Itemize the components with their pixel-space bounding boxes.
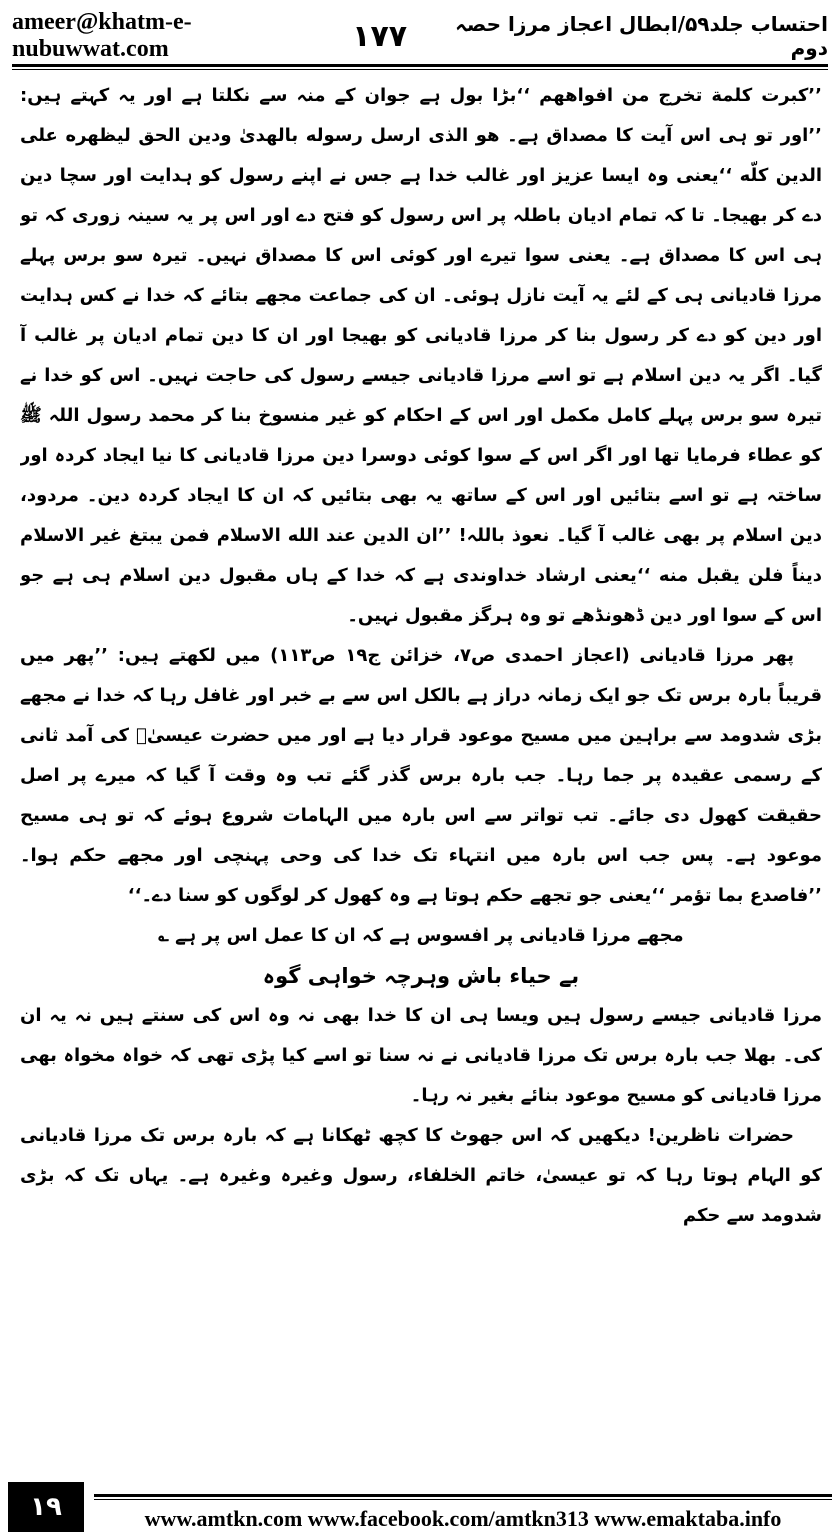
poetry-verse: بے حیاء باش وہرچہ خواہی گوہ (262, 964, 580, 988)
header-rule (12, 64, 828, 67)
page-footer (8, 1482, 832, 1532)
header-left (12, 9, 415, 63)
footer-rule (94, 1494, 832, 1497)
footer-right (84, 1482, 832, 1532)
page-number: ۱۷۷ (352, 18, 408, 54)
folio-number: ۱۹ (8, 1482, 84, 1532)
running-title: احتساب جلد۵۹/ابطال اعجاز مرزا حصہ دوم (455, 12, 828, 60)
header-rule-thin (12, 69, 828, 70)
page-body (20, 76, 822, 1468)
page-header (12, 10, 828, 62)
paragraph-2: پھر مرزا قادیانی (اعجاز احمدی ص۷، خزائن ج۱۹ ص۱۱۳) میں لکھتے ہیں: ’’پھر میں قریباً بارہ برس تک جو ایک زمانہ دراز ہے بالکل اس سے بے خبر اور غافل رہا کہ خدا نے مجھے بڑی شدومد سے براہین میں مسیح موعود قرار دیا ہے اور میں حضرت عیسیٰؑ کی آمد ثانی کے رسمی عقیدہ پر جما رہا۔ جب بارہ برس گذر گئے تب وہ وقت آ گیا کہ میرے پر اصل حقیقت کھول دی جائے۔ تب تواتر سے اس بارہ میں الہامات شروع ہوئے کہ تو ہی مسیح موعود ہے۔ پس جب اس بارہ میں انتہاء تک خدا کی وحی پہنچی اور مجھے حکم ہوا۔ ’’فاصدع بما تؤمر ‘‘یعنی جو تجھے حکم ہوتا ہے وہ کھول کر لوگوں کو سنا دے۔‘‘ (20, 645, 822, 906)
paragraph-4: مرزا قادیانی جیسے رسول ہیں ویسا ہی ان کا خدا بھی نہ وہ اس کی سنتے ہیں نہ یہ ان کی۔ بھلا جب بارہ برس تک مرزا قادیانی نے نہ سنا تو اسے کیا پڑی تھی کہ خواہ مخواہ بھی مرزا قادیانی کو مسیح موعود بنائے بغیر نہ رہا۔ (20, 1005, 822, 1106)
footer-rule-thin (94, 1499, 832, 1500)
paragraph-1: ’’كبرت كلمة تخرج من افواههم ‘‘بڑا بول ہے جوان کے منہ سے نکلتا ہے اور یہ کہتے ہیں: ’’اور تو ہی اس آیت کا مصداق ہے۔ هو الذی ارسل رسوله بالهدیٰ ودین الحق لیظهره علی الدین كلّه ‘‘یعنی وہ ایسا عزیز اور غالب خدا ہے جس نے اپنے رسول کو ہدایت اور سچا دین دے کر بھیجا۔ تا کہ تمام ادیان باطلہ پر اس رسول کو فتح دے اور اس پر یہ سینہ زوری کہ تو ہی اس کا مصداق ہے۔ یعنی سوا تیرے اور کوئی اس کا مصداق نہیں۔ تیرہ سو برس پہلے مرزا قادیانی ہی کے لئے یہ آیت نازل ہوئی۔ ان کی جماعت مجھے بتائے کہ خدا نے کس ہدایت اور دین کو دے کر رسول بنا کر مرزا قادیانی کو بھیجا اور ان کا دین تمام ادیان پر غالب آ گیا۔ اگر یہ دین اسلام ہے تو اسے مرزا قادیانی جیسے رسول کی حاجت نہیں۔ اس کو خدا نے تیرہ سو برس پہلے کامل مکمل اور اس کے احکام کو غیر منسوخ بنا کر محمد رسول اللہ ﷺ کو عطاء فرمایا تھا اور اگر اس کے سوا کوئی دوسرا دین مرزا قادیانی کا نیا ایجاد کردہ اور ساختہ ہے تو اسے بتائیں اور اس کے ساتھ یہ بھی بتائیں کہ ان کا ایجاد کردہ دین۔ مردود، دین اسلام پر بھی غالب آ گیا۔ نعوذ باللہ! ’’ان الدین عند الله الاسلام فمن یبتغ غیر الاسلام دیناً فلن یقبل منه ‘‘یعنی ارشاد خداوندی ہے کہ خدا کے ہاں مقبول دین اسلام ہی ہے جو اس کے سوا اور دین ڈھونڈھے تو وہ ہرگز مقبول نہیں۔ (20, 85, 822, 626)
header-email: ameer@khatm-e-nubuwwat.com (12, 9, 192, 62)
footer-urls: www.amtkn.com www.facebook.com/amtkn313 www.emaktaba.info (144, 1506, 782, 1531)
paragraph-5: حضرات ناظرین! دیکھیں کہ اس جھوٹ کا کچھ ٹھکانا ہے کہ بارہ برس تک مرزا قادیانی کو الہام ہوتا رہا کہ تو عیسیٰ، خاتم الخلفاء، رسول وغیرہ وغیرہ ہے۔ یہاں تک کہ بڑی شدومد سے حکم (20, 1125, 822, 1226)
paragraph-3: مجھے مرزا قادیانی پر افسوس ہے کہ ان کا عمل اس پر ہے ؎ (158, 925, 684, 946)
